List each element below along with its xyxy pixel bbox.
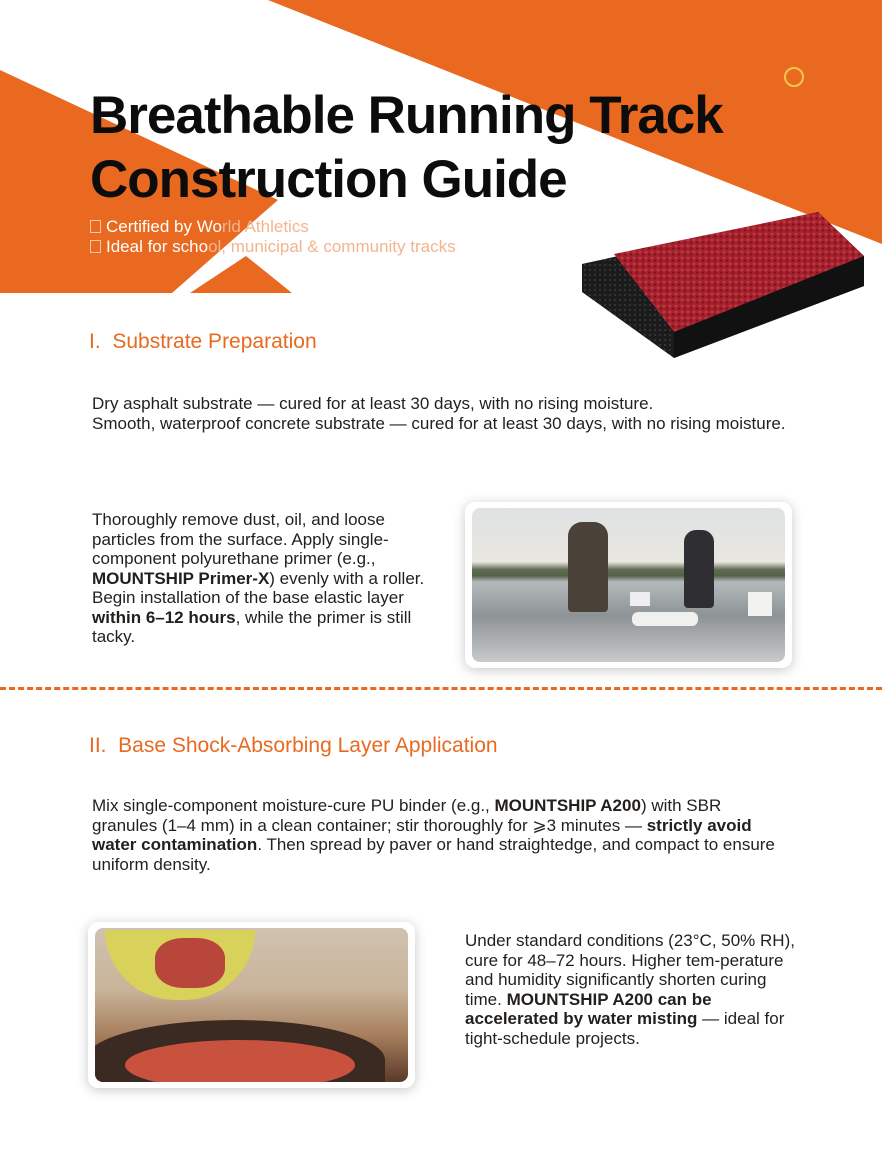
- text: Mix single-component moisture-cure PU binder (e.g.,: [92, 796, 495, 815]
- section-2-heading: II. Base Shock-Absorbing Layer Application: [89, 734, 498, 757]
- bullet-text: rld Athletics: [221, 217, 309, 236]
- section-1-paragraph-1: [92, 394, 792, 433]
- title-line-1: Breathable Running Track: [90, 86, 723, 145]
- text: . Then spread by paver or hand straightedge, and compact to ensure uniform density.: [92, 835, 775, 874]
- primer-application-photo: [465, 502, 792, 668]
- granule-mixing-photo: [88, 922, 415, 1088]
- track-sample-image: [578, 208, 868, 368]
- bullet-item: [90, 217, 456, 237]
- text: Thoroughly remove dust, oil, and loose particles from the surface. Apply single-component polyurethane primer (e.g.,: [92, 510, 389, 568]
- emphasis: within 6–12 hours: [92, 607, 236, 627]
- bullet-text: Certified by Wo: [106, 217, 222, 236]
- text: ) evenly with a roller. Begin installation of the base elastic layer: [92, 568, 425, 607]
- bullet-item: [90, 237, 456, 257]
- bullet-text: ol, municipal & community tracks: [208, 237, 456, 256]
- bullet-text: Ideal for scho: [106, 237, 209, 256]
- text: , while the primer is still tacky.: [92, 607, 412, 646]
- product-name: MOUNTSHIP A200: [494, 796, 641, 815]
- section-1-paragraph-2: [92, 510, 452, 647]
- section-2-paragraph-2: [465, 931, 795, 1048]
- text: — ideal for tight-schedule projects.: [465, 1009, 785, 1048]
- feature-bullets: [90, 217, 456, 257]
- text: Under standard conditions (23°C, 50% RH), cure for 48–72 hours. Higher tem-perature and humidity significantly shorten curing time.: [465, 931, 795, 1009]
- emphasis: MOUNTSHIP A200 can be accelerated by water misting: [465, 989, 712, 1028]
- emphasis: strictly avoid water contamination: [92, 815, 752, 854]
- text: ) with SBR granules (1–4 mm) in a clean container; stir thoroughly for ⩾3 minutes —: [92, 796, 722, 835]
- text-line: Smooth, waterproof concrete substrate — cured for at least 30 days, with no rising moisture.: [92, 413, 786, 433]
- page-title: [90, 84, 723, 212]
- title-line-2: Construction Guide: [90, 150, 567, 209]
- text-line: Dry asphalt substrate — cured for at least 30 days, with no rising moisture.: [92, 394, 654, 413]
- checkbox-icon: [90, 220, 101, 233]
- product-name: MOUNTSHIP Primer-X: [92, 568, 270, 588]
- section-2-paragraph-1: [92, 796, 782, 874]
- checkbox-icon: [90, 240, 101, 253]
- section-1-heading: I. Substrate Preparation: [89, 330, 317, 353]
- section-divider: [0, 687, 882, 690]
